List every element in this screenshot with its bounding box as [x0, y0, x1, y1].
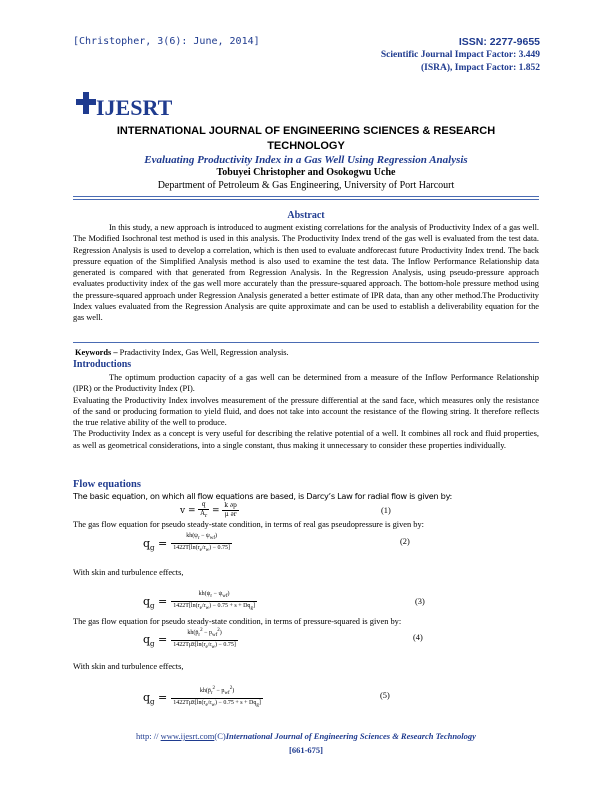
equation-3-number: (3): [415, 597, 425, 606]
equation-1: v = $\frac{q}{A_r}$ = $\frac{k \partial p}{\mu \partial r}$: [180, 501, 237, 520]
journal-name: INTERNATIONAL JOURNAL OF ENGINEERING SCIENCES & RESEARCH TECHNOLOGY: [116, 125, 496, 152]
citation: [Christopher, 3(6): June, 2014]: [73, 36, 260, 47]
affiliation: Department of Petroleum & Gas Engineering, University of Port Harcourt: [157, 180, 455, 191]
page-range: [661-675]: [289, 745, 323, 755]
equation-2: $q_g$ = $\frac{kh(\psi_r - \psi_{wf})}{1422T[\ln(r_e/r_w) - 0.75]}$: [143, 533, 230, 554]
paper-title: Evaluating Productivity Index in a Gas Well Using Regression Analysis: [144, 154, 468, 166]
equation-3: $q_g$ = $\frac{kh(\psi_r - \psi_{wf})}{1422T[\ln(r_e/r_w) - 0.75 + s + Dq_g]}$: [143, 591, 255, 612]
footer-journal: International Journal of Engineering Sciences & Research Technology: [225, 731, 476, 741]
skin-turbulence-text-2: With skin and turbulence effects,: [73, 662, 184, 671]
equation-5-number: (5): [380, 691, 390, 700]
impact-factor-2: (ISRA), Impact Factor: 1.852: [421, 63, 540, 73]
divider: [73, 196, 539, 197]
issn: ISSN: 2277-9655 Scientific Journal Impact Factor: 3.449 (ISRA), Impact Factor: 1.852: [380, 36, 540, 73]
keywords: Keywords – Pradactivity Index, Gas Well, Regression analysis.: [75, 348, 289, 357]
equation-1-number: (1): [381, 506, 391, 515]
skin-turbulence-text: With skin and turbulence effects,: [73, 568, 184, 577]
darcy-law-text: The basic equation, on which all flow equations are based, is Darcy’s Law for radial flow is given by:: [73, 491, 452, 501]
cross-logo-icon: [76, 92, 96, 114]
abstract-text: In this study, a new approach is introduced to augment existing correlations for the analysis of Productivity Index of a gas well. The Modified Isochronal test method is used in this analysis. The Productivity Index trend of the gas well is evaluated from the test data. Regression Analysis is used to develop a correlation, which is then used to evaluate andforecast future Productivity Index trend. The back pressure equation of the Simplified Analysis method is also used to examine the test data. The Inflow Performance Relationship data generated is compared with that generated from Regression Analysis. In the Regression Analysis, using pseudo-pressure approach evaluates productivity index of the gas well more accurately than the pressure-squared approach. The bottom-hole pressure method using the pressure-squared approach under Regression Analysis generated a better estimate of IPR data, than any other method.The Productivity Index values evaluated from the Regression Analysis are quite approximate and can be used to establish a deliverability equation for the gas well.: [73, 223, 539, 323]
authors: Tobuyei Christopher and Osokogwu Uche: [216, 167, 396, 178]
divider: [73, 199, 539, 200]
equation-4-number: (4): [413, 633, 423, 642]
footer: http: // www.ijesrt.com(C)International Journal of Engineering Sciences & Research Technology: [136, 731, 476, 741]
divider: [73, 342, 539, 343]
journal-logo: IJESRT: [96, 95, 173, 120]
equation-4: $q_g$ = $\frac{kh(p̄_r^2 - p_{wf}^2)}{1422T\mūz̄[\ln(r_e/r_w) - 0.75]}$: [143, 628, 236, 651]
equation-2-number: (2): [400, 537, 410, 546]
impact-factor-1: Scientific Journal Impact Factor: 3.449: [380, 50, 540, 60]
introduction-text: The optimum production capacity of a gas well can be determined from a measure of the Inflow Performance Relationship (IPR) or the Productivity Index (PI). Evaluating the Productivity Index involves measurement of the pressure differential at the sand face, which measures only the resistance of the sand or producing formation to yield fluid, and does not take into account the resistance of the flowing string. It therefore reflects the true relative ability of the well to produce. The Productivity Index as a concept is very useful for describing the relative potential of a well. It combines all rock and fluid properties, as well as geometrical considerations, into a single constant, thus making it unnecessary to consider these properties individually.: [73, 373, 539, 450]
pseudo-pressure-text: The gas flow equation for pseudo steady-state condition, in terms of real gas pseudopressure is given by:: [73, 520, 424, 529]
website-link[interactable]: www.ijesrt.com: [160, 731, 215, 741]
pressure-squared-text: The gas flow equation for pseudo steady-state condition, in terms of pressure-squared is given by:: [73, 617, 402, 626]
flow-equations-heading: Flow equations: [73, 479, 141, 490]
abstract-heading: Abstract: [287, 210, 325, 221]
introduction-heading: Introductions: [73, 359, 132, 370]
equation-5: $q_g$ = $\frac{kh(p̄_r^2 - p_{wf}^2)}{1422T\mūz̄[\ln(r_e/r_w) - 0.75 + s + Dq_g]}$: [143, 686, 261, 709]
